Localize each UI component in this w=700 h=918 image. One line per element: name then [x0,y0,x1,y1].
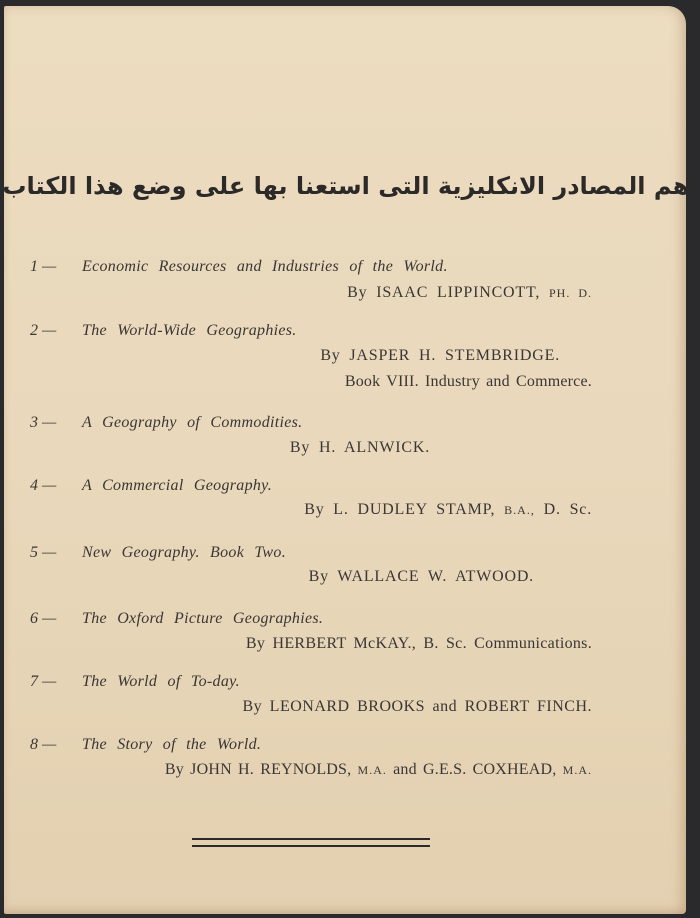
entry-number: 8 — [30,736,57,753]
entry-author: By L. DUDLEY STAMP, B.A., D. Sc. [304,501,592,518]
entry-title: Economic Resources and Industries of the World. [82,258,448,275]
entry-author: By ISAAC LIPPINCOTT, PH. D. [347,284,592,301]
entry-title: New Geography. Book Two. [82,544,287,561]
entry-author: By LEONARD BROOKS and ROBERT FINCH. [242,698,592,715]
entry-author: By JASPER H. STEMBRIDGE. [320,347,560,364]
entry-detail: Book VIII. Industry and Commerce. [344,373,592,390]
entry-number: 1 — [30,258,57,275]
entry-number: 2 — [30,322,57,339]
entry-number: 5 — [30,544,57,561]
entry-title: A Geography of Commodities. [82,414,303,431]
entry-title: A Commercial Geography. [82,477,272,494]
entry-author: By HERBERT McKAY., B. Sc. Communications. [245,635,592,652]
entry-title: The Oxford Picture Geographies. [82,610,324,627]
divider-rule-top [192,838,430,840]
entry-number: 3 — [30,414,57,431]
arabic-heading: اهم المصادر الانكليزية التى استعنا بها على وضع هذا الكتاب [2,172,698,200]
entry-author: By H. ALNWICK. [289,439,430,456]
entry-title: The World-Wide Geographies. [82,322,297,339]
divider-rule-bottom [192,845,430,847]
entry-number: 7 — [30,673,57,690]
entry-title: The World of To-day. [82,673,240,690]
entry-number: 4 — [30,477,57,494]
entry-number: 6 — [30,610,57,627]
entry-title: The Story of the World. [82,736,262,753]
entry-author: By WALLACE W. ATWOOD. [308,568,534,585]
entry-author: By JOHN H. REYNOLDS, M.A. and G.E.S. COXHEAD, M.A. [164,761,592,778]
